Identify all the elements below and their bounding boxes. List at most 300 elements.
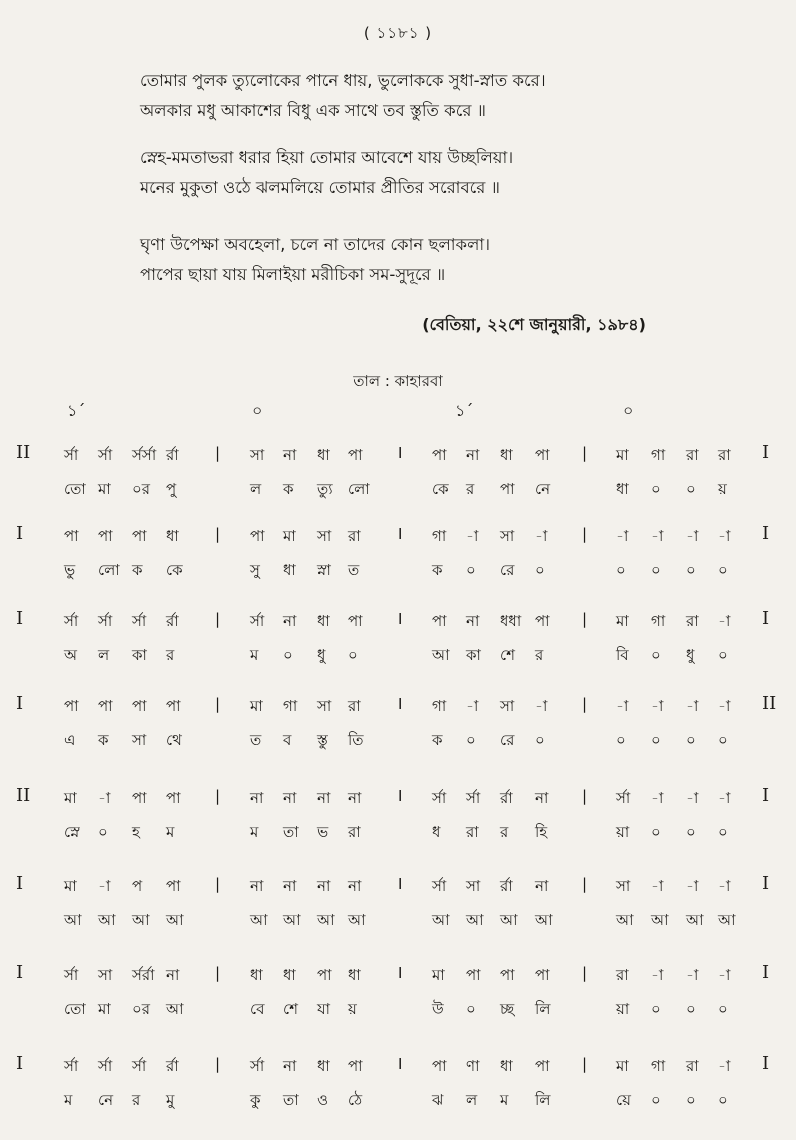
lyric-syllable: ০ <box>283 646 293 664</box>
lyric-syllable: ০ <box>348 646 358 664</box>
swara-note: -া <box>718 966 731 984</box>
lyric-syllable: তা <box>283 823 299 841</box>
beat-divider: | <box>582 525 588 543</box>
swara-note: প <box>132 877 143 895</box>
swara-note: র্সা <box>132 1057 147 1075</box>
verse-line: ঘৃণা উপেক্ষা অবহেলা, চলে না তাদের কোন ছলাকলা। <box>140 235 491 254</box>
lyric-syllable: ০ <box>535 561 545 579</box>
lyric-syllable: কে <box>432 480 449 498</box>
lyric-syllable: লো <box>98 561 120 579</box>
lyric-syllable: ০ <box>651 480 661 498</box>
beat-divider: I <box>398 525 403 543</box>
lyric-syllable: ০ <box>718 1091 728 1109</box>
lyric-syllable: ল <box>250 480 262 498</box>
lyric-syllable: ০ <box>466 561 476 579</box>
row-start-barline: I <box>16 523 24 544</box>
lyric-syllable: আ <box>283 911 301 929</box>
swara-note: র্রা <box>500 877 513 895</box>
swara-note: পা <box>317 966 332 984</box>
lyric-syllable: ধ <box>432 823 441 841</box>
lyric-syllable: মা <box>98 1000 111 1018</box>
beat-divider: | <box>215 787 221 805</box>
lyric-syllable: অ <box>64 646 77 664</box>
lyric-syllable: রে <box>500 731 515 749</box>
swara-note: ধা <box>317 446 330 464</box>
lyric-syllable: ক <box>132 561 143 579</box>
beat-divider: | <box>582 444 588 462</box>
swara-note: পা <box>432 446 447 464</box>
lyric-syllable: ল <box>98 646 110 664</box>
swara-note: পা <box>535 1057 550 1075</box>
lyric-syllable: আ <box>348 911 366 929</box>
swara-note: -া <box>718 789 731 807</box>
swara-note: রা <box>348 527 361 545</box>
row-end-barline: I <box>762 523 770 544</box>
swara-note: না <box>348 877 362 895</box>
lyric-syllable: আ <box>686 911 704 929</box>
swara-note: ণা <box>466 1057 480 1075</box>
swara-note: পা <box>500 966 515 984</box>
lyric-syllable: ০ <box>718 1000 728 1018</box>
lyric-syllable: ত্যু <box>317 480 333 498</box>
swara-note: -া <box>535 527 548 545</box>
lyric-syllable: মু <box>166 1091 175 1109</box>
lyric-syllable: ভু <box>64 561 76 579</box>
lyric-syllable: ব <box>283 731 292 749</box>
lyric-syllable: ০ <box>686 1091 696 1109</box>
lyric-syllable: তো <box>64 1000 86 1018</box>
row-end-barline: II <box>762 693 777 714</box>
lyric-syllable: আ <box>500 911 518 929</box>
lyric-syllable: কু <box>250 1091 261 1109</box>
swara-note: -া <box>686 966 699 984</box>
swara-note: পা <box>250 527 265 545</box>
swara-note: -া <box>686 697 699 715</box>
swara-note: মা <box>250 697 263 715</box>
swara-note: র্সা <box>64 966 79 984</box>
swara-note: র্সা <box>250 612 265 630</box>
swara-note: -া <box>686 789 699 807</box>
lyric-syllable: রা <box>466 823 479 841</box>
lyric-syllable: ধা <box>616 480 629 498</box>
swara-note: র্সা <box>64 446 79 464</box>
beat-divider: | <box>215 525 221 543</box>
lyric-syllable: কা <box>132 646 147 664</box>
lyric-syllable: ০ <box>718 823 728 841</box>
beat-divider: I <box>398 695 403 713</box>
lyric-syllable: রে <box>500 561 515 579</box>
swara-note: র্সর্রা <box>132 966 155 984</box>
lyric-syllable: আ <box>718 911 736 929</box>
swara-note: ধা <box>317 1057 330 1075</box>
swara-note: র্সর্সা <box>132 446 157 464</box>
swara-note: সা <box>317 697 332 715</box>
lyric-syllable: ০ <box>651 731 661 749</box>
lyric-syllable: শে <box>500 646 515 664</box>
lyric-syllable: হ <box>132 823 140 841</box>
swara-note: পা <box>432 1057 447 1075</box>
verse-stanza <box>140 230 760 290</box>
lyric-syllable: ম <box>500 1091 509 1109</box>
lyric-syllable: ধু <box>686 646 695 664</box>
notation-row <box>0 442 796 522</box>
lyric-syllable: হি <box>535 823 548 841</box>
lyric-syllable: য়ে <box>616 1091 631 1109</box>
lyric-syllable: ০ <box>686 731 696 749</box>
swara-note: -া <box>651 966 664 984</box>
lyric-syllable: র <box>500 823 509 841</box>
swara-note: পা <box>348 1057 363 1075</box>
swara-note: ধধা <box>500 612 522 630</box>
swara-note: না <box>283 612 297 630</box>
swara-note: পা <box>535 966 550 984</box>
swara-note: মা <box>616 612 629 630</box>
lyric-syllable: শে <box>283 1000 298 1018</box>
swara-note: মা <box>64 877 77 895</box>
swara-note: গা <box>651 612 666 630</box>
beat-divider: | <box>582 875 588 893</box>
lyric-syllable: ল <box>466 1091 478 1109</box>
swara-note: -া <box>651 789 664 807</box>
swara-note: -া <box>718 527 731 545</box>
swara-note: র্সা <box>132 612 147 630</box>
swara-note: না <box>535 789 549 807</box>
beat-divider: I <box>398 964 403 982</box>
swara-note: না <box>250 877 264 895</box>
swara-note: পা <box>166 789 181 807</box>
swara-note: রা <box>686 1057 699 1075</box>
verse-stanza <box>140 143 760 203</box>
notation-row <box>0 785 796 865</box>
lyric-syllable: আ <box>432 646 450 664</box>
swara-note: না <box>283 877 297 895</box>
swara-note: -া <box>651 877 664 895</box>
swara-note: র্রা <box>500 789 513 807</box>
lyric-syllable: ক <box>283 480 294 498</box>
swara-note: পা <box>166 697 181 715</box>
swara-note: মা <box>64 789 77 807</box>
lyric-syllable: ক <box>432 731 443 749</box>
lyric-syllable: যা <box>317 1000 330 1018</box>
swara-note: সা <box>98 966 113 984</box>
lyric-syllable: ম <box>64 1091 73 1109</box>
lyric-syllable: ত <box>250 731 262 749</box>
notation-row <box>0 608 796 688</box>
lyric-syllable: লো <box>348 480 370 498</box>
accent-mark: ০ <box>623 401 634 420</box>
row-start-barline: II <box>16 442 31 463</box>
lyric-syllable: ম <box>166 823 175 841</box>
swara-note: -া <box>686 877 699 895</box>
accent-mark: ১´ <box>455 401 474 420</box>
lyric-syllable: ত <box>348 561 360 579</box>
beat-divider: I <box>398 875 403 893</box>
lyric-syllable: ধা <box>283 561 296 579</box>
swara-note: পা <box>64 527 79 545</box>
swara-note: রা <box>686 446 699 464</box>
accent-mark: ০ <box>252 401 263 420</box>
swara-note: না <box>317 877 331 895</box>
lyric-syllable: য়া <box>616 823 630 841</box>
lyric-syllable: র <box>166 646 175 664</box>
swara-note: পা <box>64 697 79 715</box>
swara-note: পা <box>132 527 147 545</box>
swara-note: ধা <box>500 1057 513 1075</box>
swara-note: -া <box>686 527 699 545</box>
swara-note: ধা <box>317 612 330 630</box>
lyric-syllable: র <box>132 1091 141 1109</box>
lyric-syllable: বে <box>250 1000 265 1018</box>
beat-divider: | <box>582 695 588 713</box>
swara-note: -া <box>98 789 111 807</box>
lyric-syllable: ভ <box>317 823 329 841</box>
swara-note: ধা <box>283 966 296 984</box>
lyric-syllable: সু <box>250 561 260 579</box>
lyric-syllable: মা <box>98 480 111 498</box>
lyric-syllable: ও <box>317 1091 329 1109</box>
swara-note: পা <box>98 527 113 545</box>
lyric-syllable: ০ <box>616 561 626 579</box>
verse-line: অলকার মধু আকাশের বিধু এক সাথে তব স্তুতি করে ॥ <box>140 101 487 120</box>
lyric-syllable: চ্ছ <box>500 1000 515 1018</box>
lyric-syllable: ০ <box>616 731 626 749</box>
swara-note: মা <box>616 1057 629 1075</box>
swara-note: পা <box>348 612 363 630</box>
lyric-syllable: আ <box>651 911 669 929</box>
swara-note: গা <box>432 527 447 545</box>
beat-divider: | <box>582 787 588 805</box>
lyric-syllable: ০ <box>651 1000 661 1018</box>
swara-note: র্রা <box>166 446 179 464</box>
lyric-syllable: আ <box>166 1000 184 1018</box>
lyric-syllable: ০ <box>718 646 728 664</box>
beat-divider: | <box>215 875 221 893</box>
swara-note: র্সা <box>432 789 447 807</box>
lyric-syllable: আ <box>466 911 484 929</box>
lyric-syllable: ঝ <box>432 1091 444 1109</box>
swara-note: গা <box>651 1057 666 1075</box>
swara-note: না <box>317 789 331 807</box>
swara-note: -া <box>718 877 731 895</box>
swara-note: ধা <box>500 446 513 464</box>
lyric-syllable: র <box>466 480 475 498</box>
beat-divider: I <box>398 1055 403 1073</box>
row-start-barline: I <box>16 1053 24 1074</box>
swara-note: সা <box>250 446 265 464</box>
swara-note: র্সা <box>98 1057 113 1075</box>
row-start-barline: I <box>16 608 24 629</box>
lyric-syllable: নে <box>98 1091 114 1109</box>
swara-note: পা <box>432 612 447 630</box>
lyric-syllable: ধু <box>317 646 326 664</box>
lyric-syllable: ০ <box>651 823 661 841</box>
lyric-syllable: ০র <box>132 1000 151 1018</box>
beat-divider: | <box>215 1055 221 1073</box>
row-end-barline: I <box>762 873 770 894</box>
swara-note: না <box>466 446 480 464</box>
swara-note: না <box>250 789 264 807</box>
swara-note: সা <box>466 877 481 895</box>
lyric-syllable: উ <box>432 1000 444 1018</box>
swara-note: পা <box>98 697 113 715</box>
beat-divider: | <box>215 610 221 628</box>
swara-note: -া <box>616 697 629 715</box>
lyric-syllable: পু <box>166 480 177 498</box>
lyric-syllable: তা <box>283 1091 299 1109</box>
swara-note: না <box>283 1057 297 1075</box>
lyric-syllable: তো <box>64 480 86 498</box>
swara-note: সা <box>500 697 515 715</box>
lyric-syllable: আ <box>616 911 634 929</box>
swara-note: মা <box>616 446 629 464</box>
lyric-syllable: বি <box>616 646 629 664</box>
swara-note: র্রা <box>166 1057 179 1075</box>
swara-note: সা <box>500 527 515 545</box>
beat-divider: | <box>582 964 588 982</box>
lyric-syllable: য় <box>348 1000 357 1018</box>
swara-note: না <box>348 789 362 807</box>
lyric-syllable: ঠে <box>348 1091 363 1109</box>
notation-row <box>0 523 796 603</box>
swara-note: না <box>166 966 180 984</box>
beat-divider: | <box>215 964 221 982</box>
row-start-barline: I <box>16 873 24 894</box>
swara-note: না <box>466 612 480 630</box>
swara-note: মা <box>283 527 296 545</box>
row-end-barline: I <box>762 962 770 983</box>
swara-note: র্সা <box>98 446 113 464</box>
beat-divider: | <box>215 695 221 713</box>
lyric-syllable: ০ <box>686 480 696 498</box>
lyric-syllable: তি <box>348 731 364 749</box>
row-start-barline: I <box>16 962 24 983</box>
swara-note: -া <box>466 697 479 715</box>
lyric-syllable: আ <box>535 911 553 929</box>
swara-note: ধা <box>166 527 179 545</box>
notation-row <box>0 1053 796 1133</box>
row-start-barline: I <box>16 693 24 714</box>
row-end-barline: I <box>762 442 770 463</box>
swara-note: না <box>283 789 297 807</box>
lyric-syllable: ০র <box>132 480 151 498</box>
lyric-syllable: ০ <box>466 731 476 749</box>
swara-note: র্সা <box>64 1057 79 1075</box>
verse-stanza <box>140 66 760 126</box>
accent-mark: ১´ <box>67 401 86 420</box>
lyric-syllable: ০ <box>651 1091 661 1109</box>
lyric-syllable: আ <box>98 911 116 929</box>
lyric-syllable: আ <box>166 911 184 929</box>
page-number: ( ১১৮১ ) <box>363 24 433 42</box>
swara-note: পা <box>535 446 550 464</box>
swara-note: -া <box>651 697 664 715</box>
swara-note: গা <box>432 697 447 715</box>
lyric-syllable: এ <box>64 731 76 749</box>
verse-line: মনের মুকুতা ওঠে ঝলমলিয়ে তোমার প্রীতির সরোবরে ॥ <box>140 178 500 197</box>
swara-note: সা <box>616 877 631 895</box>
swara-note: র্সা <box>98 612 113 630</box>
verse-line: পাপের ছায়া যায় মিলাইয়া মরীচিকা সম-সুদূরে ॥ <box>140 265 446 284</box>
swara-note: র্রা <box>166 612 179 630</box>
lyric-syllable: আ <box>132 911 150 929</box>
swara-note: -া <box>466 527 479 545</box>
swara-note: র্সা <box>616 789 631 807</box>
swara-note: গা <box>283 697 298 715</box>
lyric-syllable: ০ <box>686 561 696 579</box>
lyric-syllable: নে <box>535 480 551 498</box>
lyric-syllable: ম <box>250 823 259 841</box>
lyric-syllable: ০ <box>686 823 696 841</box>
lyric-syllable: য়া <box>616 1000 630 1018</box>
swara-note: র্সা <box>64 612 79 630</box>
tala-label: তাল : কাহারবা <box>353 372 443 390</box>
swara-note: রা <box>348 697 361 715</box>
lyric-syllable: র <box>535 646 544 664</box>
lyric-syllable: ০ <box>535 731 545 749</box>
swara-note: -া <box>651 527 664 545</box>
notation-row <box>0 693 796 773</box>
lyric-syllable: ০ <box>651 646 661 664</box>
beat-divider: I <box>398 610 403 628</box>
lyric-syllable: লি <box>535 1000 551 1018</box>
lyric-syllable: ০ <box>686 1000 696 1018</box>
lyric-syllable: ক <box>432 561 443 579</box>
swara-note: -া <box>718 697 731 715</box>
lyric-syllable: কা <box>466 646 481 664</box>
lyric-syllable: রা <box>348 823 361 841</box>
lyric-syllable: সা <box>132 731 147 749</box>
lyric-syllable: থে <box>166 731 182 749</box>
lyric-syllable: ০ <box>98 823 108 841</box>
notation-row <box>0 873 796 953</box>
lyric-syllable: স্নে <box>64 823 80 841</box>
row-end-barline: I <box>762 608 770 629</box>
row-end-barline: I <box>762 785 770 806</box>
swara-note: গা <box>651 446 666 464</box>
swara-note: পা <box>348 446 363 464</box>
lyric-syllable: কে <box>166 561 183 579</box>
beat-divider: I <box>398 787 403 805</box>
swara-note: -া <box>718 1057 731 1075</box>
swara-note: রা <box>718 446 731 464</box>
lyric-syllable: ০ <box>718 731 728 749</box>
lyric-syllable: আ <box>432 911 450 929</box>
lyric-syllable: আ <box>317 911 335 929</box>
swara-note: র্সা <box>466 789 481 807</box>
lyric-syllable: পা <box>500 480 515 498</box>
lyric-syllable: স্তু <box>317 731 328 749</box>
verse-line: তোমার পুলক ত্যুলোকের পানে ধায়, ভুলোককে সুধা-স্নাত করে। <box>140 71 546 90</box>
row-start-barline: II <box>16 785 31 806</box>
lyric-syllable: ম <box>250 646 259 664</box>
lyric-syllable: ০ <box>718 561 728 579</box>
swara-note: র্সা <box>250 1057 265 1075</box>
lyric-syllable: ০ <box>651 561 661 579</box>
swara-note: পা <box>132 789 147 807</box>
lyric-syllable: ০ <box>466 1000 476 1018</box>
swara-note: -া <box>535 697 548 715</box>
verse-line: স্নেহ-মমতাভরা ধরার হিয়া তোমার আবেশে যায় উচ্ছলিয়া। <box>140 148 514 167</box>
swara-note: -া <box>718 612 731 630</box>
swara-note: পা <box>466 966 481 984</box>
swara-note: ধা <box>348 966 361 984</box>
lyric-syllable: স্না <box>317 561 331 579</box>
swara-note: রা <box>616 966 629 984</box>
swara-note: র্সা <box>432 877 447 895</box>
lyric-syllable: ক <box>98 731 109 749</box>
beat-divider: | <box>582 610 588 628</box>
swara-note: -া <box>98 877 111 895</box>
